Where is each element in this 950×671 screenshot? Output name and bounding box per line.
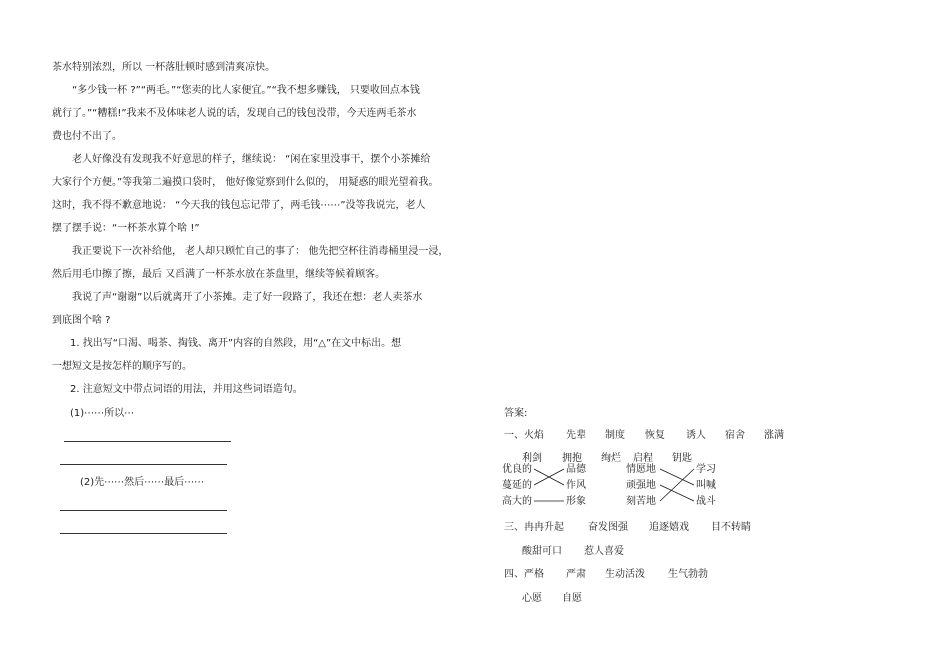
answer-row1-item: 制度 [605, 430, 625, 441]
passage-line-4: 费也付不出了。 [52, 131, 122, 142]
match-right-a-2: 作风 [566, 480, 586, 491]
match-right-b-1: 学习 [696, 464, 716, 475]
answer-row4-item: 酸甜可口 [522, 546, 562, 557]
match-left-b-2: 顽强地 [626, 480, 656, 491]
answer-row2-item: 钥匙 [672, 453, 692, 464]
match-line [660, 469, 694, 501]
passage-line-12: 到底图个啥 ? [52, 315, 111, 326]
answer-row1-item: 先辈 [566, 430, 586, 441]
passage-line-6: 大家行个方便。”等我第二遍摸口袋时， 他好像觉察到什么似的， 用疑惑的眼光望着我。 [52, 177, 439, 188]
question-1-line-1: 1. 找出写“口渴、喝茶、掏钱、离开”内容的自然段，用“△”在文中标出。想 [70, 338, 402, 349]
answer-row3-item: 追逐嬉戏 [649, 522, 689, 533]
answer-row3-item: 三、冉冉升起 [504, 522, 564, 533]
match-line [660, 485, 694, 501]
match-left-a-2: 蔓延的 [502, 480, 532, 491]
answer-row1-item: 一、火焰 [504, 430, 544, 441]
match-right-b-3: 战斗 [696, 496, 716, 507]
match-left-b-1: 情愿地 [626, 464, 656, 475]
match-right-b-2: 叫喊 [696, 480, 716, 491]
answer-row1-item: 涨满 [764, 430, 784, 441]
answer-row5-item: 生气勃勃 [668, 569, 708, 580]
answer-row1-item: 诱人 [686, 430, 706, 441]
answer-row2-item: 利剑 [522, 453, 542, 464]
answer-blank-3[interactable] [60, 510, 227, 511]
answer-blank-1[interactable] [64, 441, 231, 442]
match-right-a-1: 品德 [566, 464, 586, 475]
passage-line-3: 就行了。”“糟糕!”我来不及体味老人说的话，发现自己的钱包没带，今天连两毛茶水 [52, 108, 417, 119]
passage-line-11: 我说了声“谢谢”以后就离开了小茶摊。走了好一段路了，我还在想：老人卖茶水 [72, 292, 423, 303]
answers-heading: 答案: [504, 408, 528, 419]
answer-blank-4[interactable] [60, 533, 227, 534]
passage-line-1: 茶水特别浓烈，所以 一杯落肚顿时感到清爽凉快。 [52, 62, 276, 73]
answer-row4-item: 惹人喜爱 [584, 546, 624, 557]
match-left-a-3: 高大的 [502, 496, 532, 507]
match-right-a-3: 形象 [566, 496, 586, 507]
match-left-b-3: 刻苦地 [626, 496, 656, 507]
question-2-part-2: (2)先⋯⋯然后⋯⋯最后⋯⋯ [80, 477, 205, 488]
answer-row2-item: 绚烂 [601, 453, 621, 464]
answer-row1-item: 宿舍 [725, 430, 745, 441]
passage-line-8: 摆了摆手说：“一杯茶水算个啥 !” [52, 223, 200, 234]
question-2-part-1: (1)⋯⋯所以⋯ [70, 408, 135, 419]
answer-row2-item: 拥抱 [562, 453, 582, 464]
passage-line-5: 老人好像没有发现我不好意思的样子，继续说： “闲在家里没事干，摆个小茶摊给 [72, 154, 431, 165]
passage-line-9: 我正要说下一次补给他， 老人却只顾忙自己的事了： 他先把空杯往消毒桶里浸一浸， [72, 246, 449, 257]
question-2: 2. 注意短文中带点词语的用法，并用这些词语造句。 [70, 384, 303, 395]
answer-row6-item: 自愿 [562, 593, 582, 604]
match-line [660, 469, 694, 485]
answer-row1-item: 恢复 [645, 430, 665, 441]
answer-row5-item: 生动活泼 [605, 569, 645, 580]
passage-line-10: 然后用毛巾擦了擦，最后 又舀满了一杯茶水放在茶盘里，继续等候着顾客。 [52, 269, 386, 280]
answer-row3-item: 目不转睛 [711, 522, 751, 533]
passage-line-7: 这时，我不得不歉意地说： “今天我的钱包忘记带了，两毛钱⋯⋯”没等我说完，老人 [52, 200, 426, 211]
match-left-a-1: 优良的 [502, 464, 532, 475]
word-matching-diagram [500, 458, 722, 510]
answer-blank-2[interactable] [60, 464, 227, 465]
answer-row3-item: 奋发图强 [588, 522, 628, 533]
passage-line-2: “多少钱一杯 ?”“两毛。”“您卖的比人家便宜。”“我不想多赚钱， 只要收回点本钱 [72, 85, 420, 96]
answer-row5-item: 严肃 [566, 569, 586, 580]
answer-row5-item: 四、严格 [504, 569, 544, 580]
question-1-line-2: 一想短文是按怎样的顺序写的。 [52, 361, 192, 372]
answer-row2-item: 启程 [633, 453, 653, 464]
answer-row6-item: 心愿 [522, 593, 542, 604]
